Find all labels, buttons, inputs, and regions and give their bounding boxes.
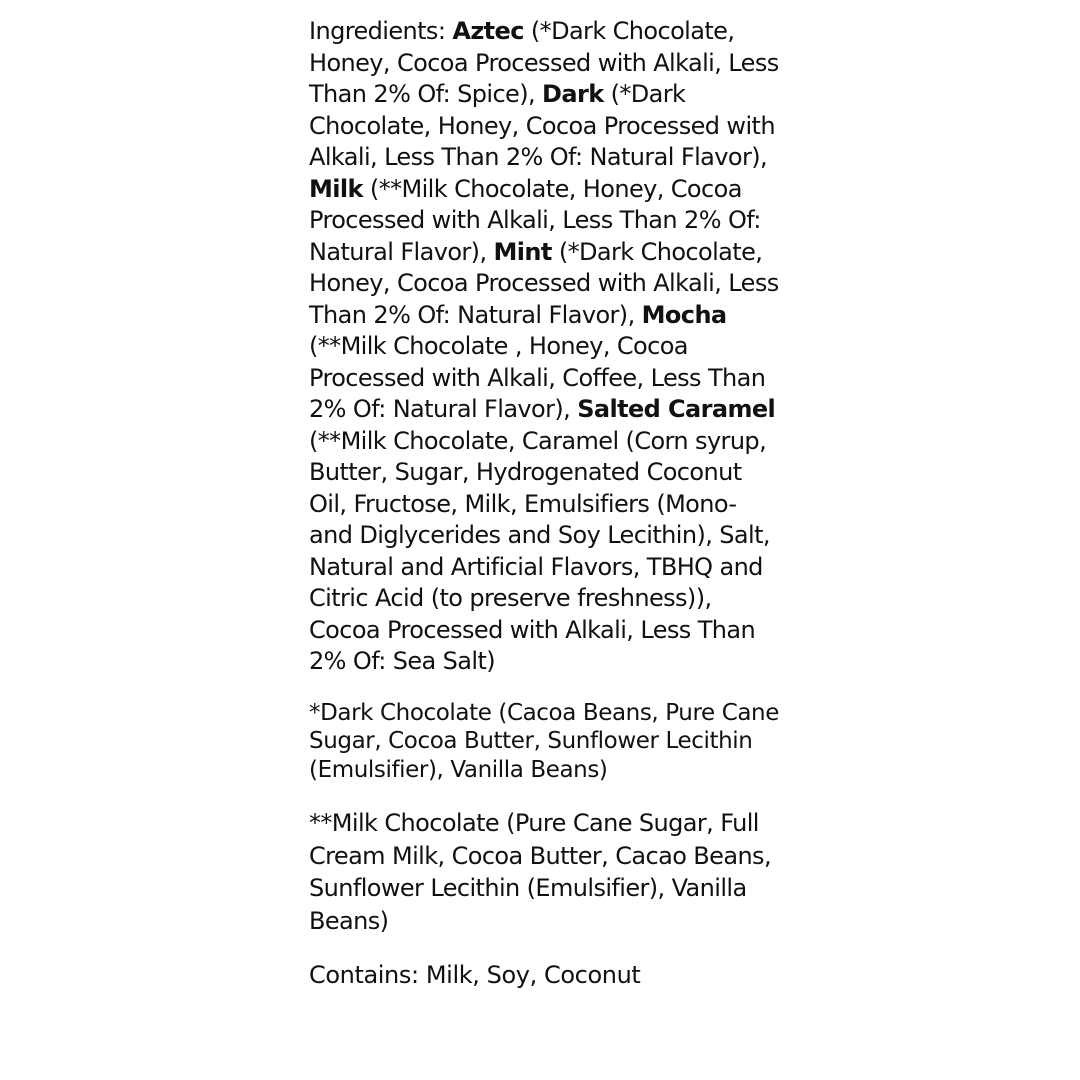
ingredients-prefix: Ingredients: [309, 17, 453, 45]
milk-chocolate-footnote: **Milk Chocolate (Pure Cane Sugar, Full Cream Milk, Cocoa Butter, Cacao Beans, Sunflower Lecithin (Emulsifier), Vanilla Beans) [309, 809, 771, 935]
flavor-ingredients-mocha: (**Milk Chocolate , Honey, Cocoa Processed with Alkali, Coffee, Less Than 2% Of: Natural Flavor), [309, 332, 766, 423]
ingredient-label [309, 16, 779, 991]
flavor-ingredients-mint: (*Dark Chocolate, Honey, Cocoa Processed with Alkali, Less Than 2% Of: Natural Flavor), [309, 237, 779, 329]
flavor-name-salted-caramel: Salted Caramel [577, 395, 776, 423]
dark-chocolate-footnote: *Dark Chocolate (Cacoa Beans, Pure Cane Sugar, Cocoa Butter, Sunflower Lecithin (Emulsifier), Vanilla Beans) [309, 699, 779, 783]
flavor-name-mint: Mint [493, 237, 552, 266]
flavor-name-aztec: Aztec [452, 17, 524, 45]
flavor-ingredients-aztec: (*Dark Chocolate, Honey, Cocoa Processed with Alkali, Less Than 2% Of: Spice), [309, 17, 779, 108]
flavor-name-milk: Milk [309, 174, 363, 203]
flavor-name-mocha: Mocha [641, 300, 727, 329]
flavor-name-dark: Dark [542, 80, 604, 108]
flavor-ingredients-salted-caramel: (**Milk Chocolate, Caramel (Corn syrup, Butter, Sugar, Hydrogenated Coconut Oil, Fructose, Milk, Emulsifiers (Mono-and Diglycerides and Soy Lecithin), Salt, Natural and Artificial Flavors, TBHQ and Citric Acid (to preserve freshness)), Cocoa Processed with Alkali, Less Than 2% Of: Sea Salt) [309, 426, 770, 675]
flavor-ingredients-dark: (*Dark Chocolate, Honey, Cocoa Processed with Alkali, Less Than 2% Of: Natural Flavor), [309, 80, 775, 171]
flavor-ingredients-milk: (**Milk Chocolate, Honey, Cocoa Processed with Alkali, Less Than 2% Of: Natural Flavor), [309, 174, 761, 266]
ingredients-paragraph [309, 16, 779, 678]
allergen-statement: Contains: Milk, Soy, Coconut [309, 961, 641, 989]
